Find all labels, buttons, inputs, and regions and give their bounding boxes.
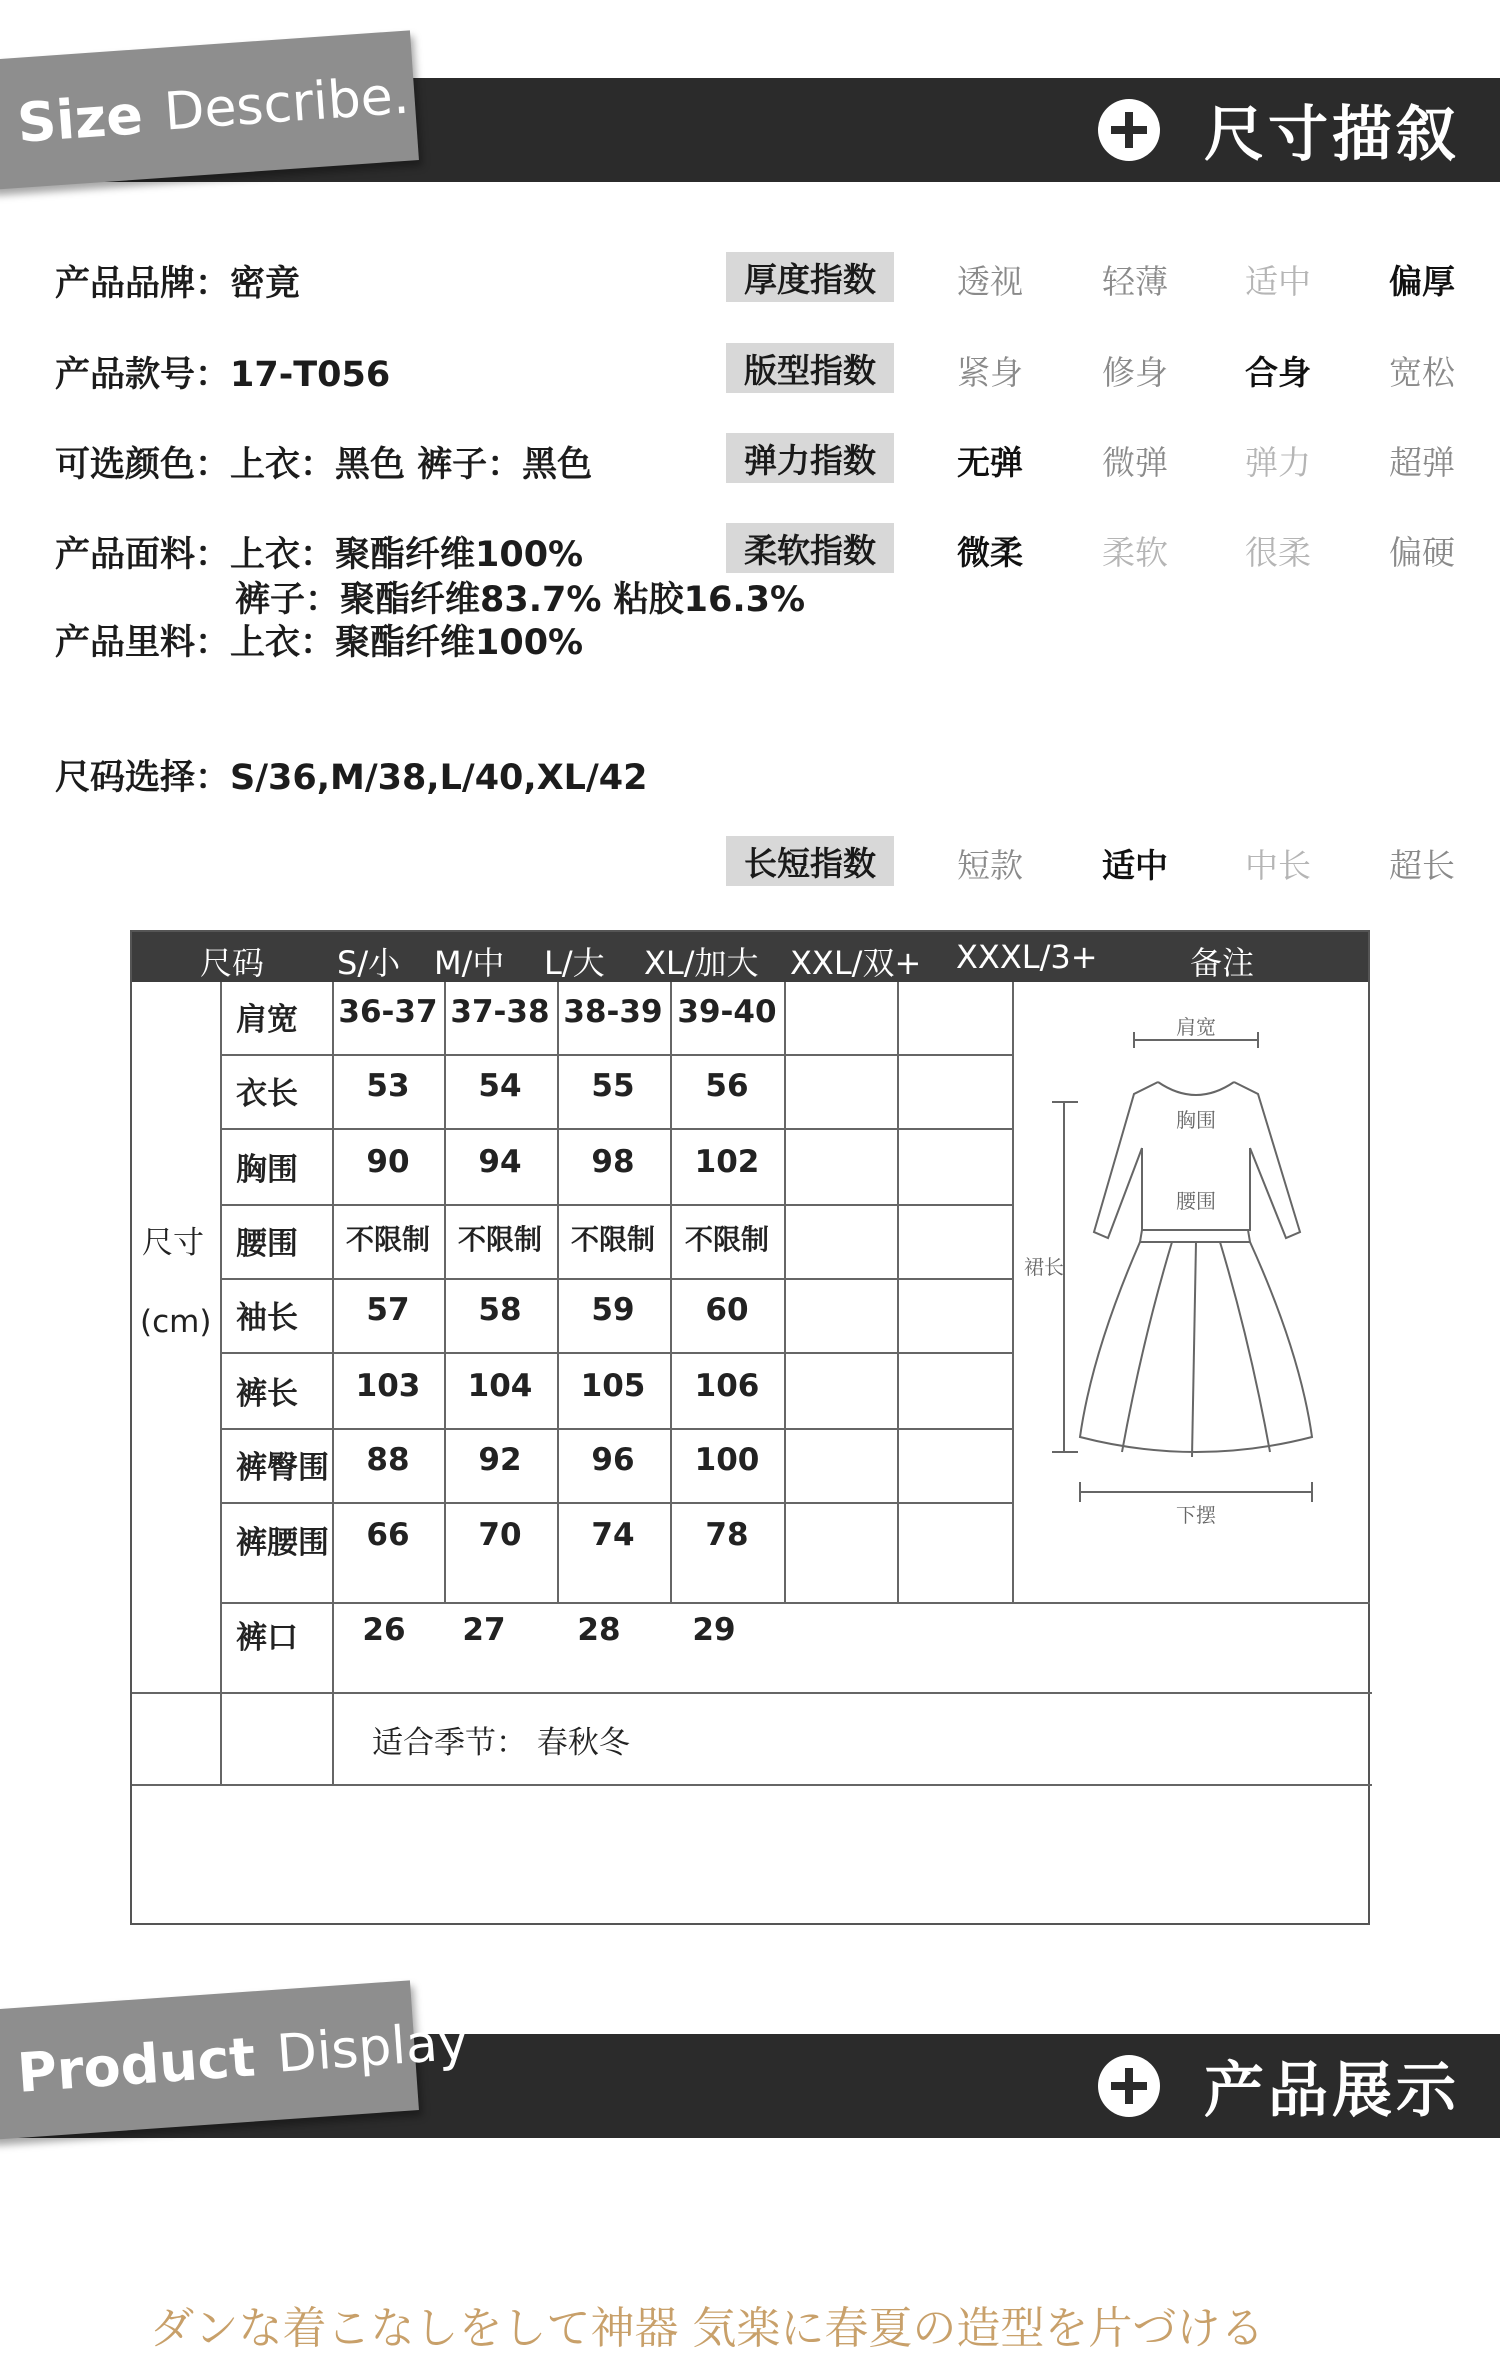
size-header-title-group [1098, 78, 1460, 182]
table-cell: 88 [366, 1442, 410, 1478]
index-option: 修身 [1102, 353, 1168, 392]
index-option: 超长 [1389, 846, 1455, 885]
header-xl: XL/加大 [644, 944, 759, 982]
diagram-waist-label: 腰围 [1176, 1189, 1216, 1213]
table-cell: 104 [467, 1368, 533, 1404]
table-cell: 38-39 [563, 994, 663, 1030]
header-size: 尺码 [200, 944, 265, 982]
product-header-title: 产品展示 [1204, 2056, 1460, 2126]
table-cell: 102 [694, 1144, 760, 1180]
info-model: 产品款号：17-T056 [55, 355, 391, 395]
info-brand: 产品品牌：密竟 [55, 264, 301, 304]
table-cell: 56 [705, 1068, 749, 1104]
index-option: 微弹 [1102, 443, 1168, 482]
tag-bold-text: Size [15, 82, 145, 155]
table-cell: 74 [591, 1517, 635, 1553]
index-label: 弹力指数 [726, 433, 894, 483]
index-option: 适中 [1245, 262, 1311, 301]
bottom-caption: ダンな着こなしをして神器 気楽に春夏の造型を片づける [150, 2303, 1265, 2354]
row-label: 肩宽 [236, 1002, 298, 1038]
table-cell: 37-38 [450, 994, 550, 1030]
info-fabric-top: 产品面料：上衣：聚酯纤维100% [55, 535, 584, 575]
table-header [132, 932, 1368, 982]
table-cell: 96 [591, 1442, 635, 1478]
table-cell: 不限制 [570, 1223, 655, 1256]
header-xxl: XXL/双+ [790, 944, 922, 982]
index-label: 厚度指数 [726, 252, 894, 302]
header-notes: 备注 [1190, 944, 1255, 982]
info-colors: 可选颜色：上衣：黑色 裤子：黑色 [55, 445, 593, 485]
table-cell: 26 [362, 1612, 406, 1648]
index-option: 适中 [1102, 846, 1168, 885]
table-cell: 58 [478, 1292, 522, 1328]
season-text: 适合季节： 春秋冬 [372, 1725, 630, 1761]
side-label-unit: (cm) [140, 1304, 212, 1340]
index-label: 柔软指数 [726, 523, 894, 573]
table-cell: 39-40 [677, 994, 777, 1030]
diagram-hem-label: 下摆 [1176, 1503, 1216, 1527]
dress-diagram [1022, 1012, 1362, 1572]
table-cell: 28 [577, 1612, 621, 1648]
table-cell: 98 [591, 1144, 635, 1180]
info-sizes: 尺码选择：S/36,M/38,L/40,XL/42 [55, 758, 648, 798]
row-label: 裤腰围 [236, 1525, 329, 1561]
table-cell: 不限制 [684, 1223, 769, 1256]
table-cell: 70 [478, 1517, 522, 1553]
table-cell: 59 [591, 1292, 635, 1328]
index-option: 弹力 [1245, 443, 1311, 482]
table-cell: 36-37 [338, 994, 438, 1030]
row-label: 裤长 [236, 1376, 298, 1412]
info-fabric-pants: 裤子：聚酯纤维83.7% 粘胶16.3% [235, 580, 806, 620]
index-option: 透视 [957, 262, 1023, 301]
product-header-title-group [1098, 2034, 1460, 2138]
header-xxxl: XXXL/3+ [956, 938, 1098, 976]
table-cell: 66 [366, 1517, 410, 1553]
tag-light-text: Display [274, 2011, 471, 2085]
table-cell: 90 [366, 1144, 410, 1180]
diagram-length-label: 裙长 [1024, 1255, 1064, 1279]
tag-bold-text: Product [15, 2024, 258, 2105]
row-label: 裤口 [236, 1620, 298, 1656]
row-label: 裤臀围 [236, 1450, 329, 1486]
table-cell: 57 [366, 1292, 410, 1328]
table-cell: 78 [705, 1517, 749, 1553]
index-option: 很柔 [1245, 533, 1311, 572]
diagram-chest-label: 胸围 [1176, 1108, 1216, 1132]
table-cell: 53 [366, 1068, 410, 1104]
size-table [130, 930, 1370, 1925]
table-cell: 不限制 [345, 1223, 430, 1256]
index-option: 微柔 [957, 533, 1023, 572]
table-cell: 55 [591, 1068, 635, 1104]
table-cell: 92 [478, 1442, 522, 1478]
row-label: 胸围 [236, 1152, 298, 1188]
index-option: 轻薄 [1102, 262, 1168, 301]
index-option: 合身 [1245, 353, 1311, 392]
row-label: 袖长 [236, 1300, 298, 1336]
header-s: S/小 [337, 944, 401, 982]
index-option: 紧身 [957, 353, 1023, 392]
index-option: 柔软 [1102, 533, 1168, 572]
table-cell: 27 [462, 1612, 506, 1648]
size-header-title: 尺寸描叙 [1204, 100, 1460, 170]
info-lining: 产品里料：上衣：聚酯纤维100% [55, 623, 584, 663]
index-label: 版型指数 [726, 343, 894, 393]
tag-light-text: Describe. [162, 65, 412, 143]
header-l: L/大 [544, 944, 605, 982]
index-option: 偏厚 [1389, 262, 1455, 301]
plus-circle-icon [1098, 2055, 1160, 2117]
index-label: 长短指数 [726, 836, 894, 886]
index-option: 超弹 [1389, 443, 1455, 482]
table-cell: 不限制 [457, 1223, 542, 1256]
table-cell: 94 [478, 1144, 522, 1180]
row-label: 腰围 [236, 1226, 298, 1262]
side-label-size: 尺寸 [142, 1225, 204, 1261]
index-option: 无弹 [957, 443, 1023, 482]
plus-circle-icon [1098, 99, 1160, 161]
row-label: 衣长 [236, 1076, 298, 1112]
index-option: 短款 [957, 846, 1023, 885]
index-option: 中长 [1245, 846, 1311, 885]
table-cell: 29 [692, 1612, 736, 1648]
table-cell: 106 [694, 1368, 760, 1404]
table-cell: 105 [580, 1368, 646, 1404]
index-option: 偏硬 [1389, 533, 1455, 572]
table-cell: 54 [478, 1068, 522, 1104]
header-m: M/中 [434, 944, 505, 982]
index-option: 宽松 [1389, 353, 1455, 392]
diagram-shoulder-label: 肩宽 [1176, 1015, 1216, 1039]
table-cell: 100 [694, 1442, 760, 1478]
table-cell: 103 [355, 1368, 421, 1404]
table-cell: 60 [705, 1292, 749, 1328]
